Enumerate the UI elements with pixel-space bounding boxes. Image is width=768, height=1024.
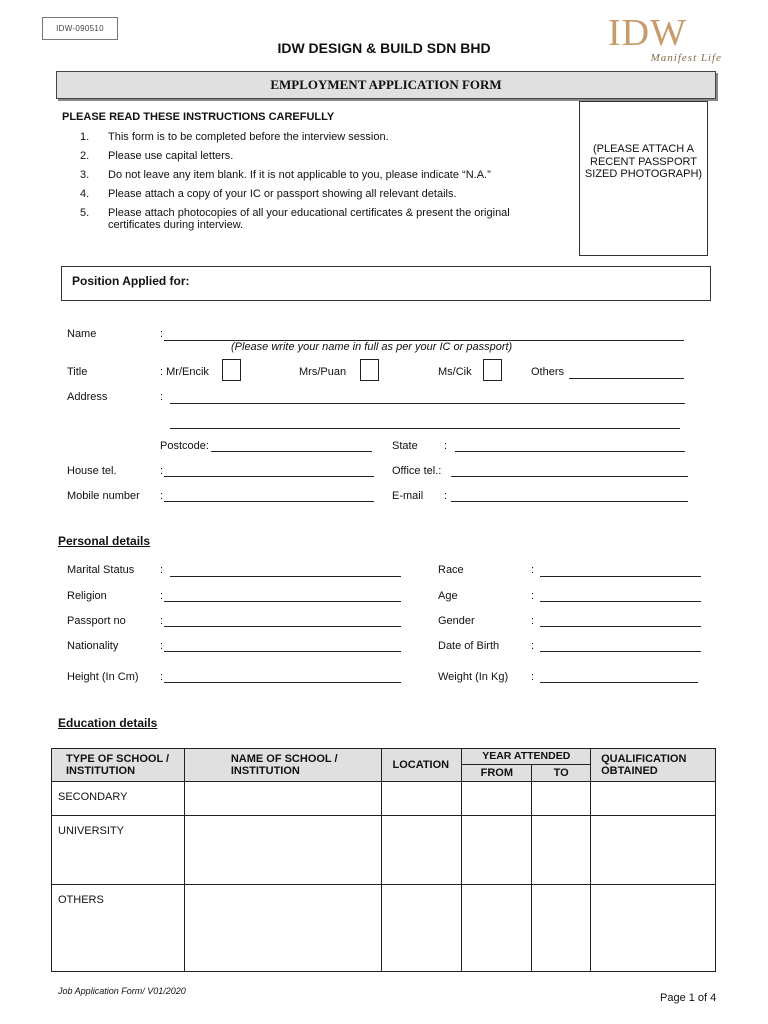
table-row: [52, 816, 716, 885]
marital-label: Marital Status: [67, 564, 135, 576]
document-code: IDW-090510: [42, 17, 118, 40]
colon: :: [160, 328, 164, 340]
name-label: Name: [67, 328, 97, 340]
state-field[interactable]: [455, 451, 685, 452]
colon: :: [160, 640, 164, 652]
race-field[interactable]: [540, 576, 701, 577]
religion-field[interactable]: [164, 601, 401, 602]
position-label: Position Applied for:: [72, 274, 190, 288]
colon: :: [160, 671, 164, 683]
col-to-header: TO: [532, 764, 591, 781]
title-ms-label: Ms/Cik: [438, 366, 472, 378]
height-label: Height (In Cm): [67, 671, 139, 683]
form-title: EMPLOYMENT APPLICATION FORM: [56, 71, 716, 99]
weight-field[interactable]: [540, 682, 698, 683]
colon: :: [444, 490, 448, 502]
row-type-secondary: SECONDARY: [52, 782, 185, 816]
col-qual-header: QUALIFICATION OBTAINED: [591, 749, 716, 782]
instruction-item: 1. This form is to be completed before the interview session.: [80, 131, 389, 143]
company-name: IDW DESIGN & BUILD SDN BHD: [277, 40, 491, 56]
colon: :: [531, 564, 535, 576]
postcode-field[interactable]: [211, 451, 372, 452]
instruction-item: 5. Please attach photocopies of all your educational certificates & present the original certificates during interview.: [80, 207, 510, 231]
table-cell[interactable]: [591, 885, 716, 972]
col-type-header: TYPE OF SCHOOL / INSTITUTION: [52, 749, 185, 782]
passport-field[interactable]: [164, 626, 401, 627]
weight-label: Weight (In Kg): [438, 671, 509, 683]
table-cell[interactable]: [184, 816, 382, 885]
age-label: Age: [438, 590, 458, 602]
photo-note: (PLEASE ATTACH A RECENT PASSPORT SIZED PHOTOGRAPH): [584, 143, 703, 180]
table-row: [52, 885, 716, 972]
col-from-header: FROM: [462, 764, 532, 781]
colon: :: [160, 465, 164, 477]
house-tel-field[interactable]: [164, 476, 374, 477]
dob-field[interactable]: [540, 651, 701, 652]
address-field-1[interactable]: [170, 403, 685, 404]
colon: :: [160, 615, 164, 627]
row-type-university: UNIVERSITY: [52, 816, 185, 885]
state-label: State: [392, 440, 418, 452]
gender-label: Gender: [438, 615, 475, 627]
office-tel-label: Office tel.:: [392, 465, 442, 477]
colon: :: [160, 564, 164, 576]
address-label: Address: [67, 391, 108, 403]
religion-label: Religion: [67, 590, 107, 602]
house-tel-label: House tel.: [67, 465, 117, 477]
colon: :: [531, 590, 535, 602]
instruction-item: 3. Do not leave any item blank. If it is not applicable to you, please indicate “N.A.”: [80, 169, 491, 181]
email-label: E-mail: [392, 490, 424, 502]
col-name-header: NAME OF SCHOOL / INSTITUTION: [184, 749, 382, 782]
table-cell[interactable]: [184, 782, 382, 816]
table-cell[interactable]: [382, 782, 462, 816]
table-row: [52, 782, 716, 816]
logo-text: IDW: [608, 12, 687, 54]
table-cell[interactable]: [382, 816, 462, 885]
instructions-list: [80, 131, 540, 238]
mobile-field[interactable]: [164, 501, 374, 502]
colon: :: [160, 391, 164, 403]
table-cell[interactable]: [532, 782, 591, 816]
table-cell[interactable]: [532, 885, 591, 972]
instruction-item: 2. Please use capital letters.: [80, 150, 234, 162]
colon: :: [531, 671, 535, 683]
title-others-field[interactable]: [569, 378, 684, 379]
colon: :: [160, 490, 164, 502]
page-number: Page 1 of 4: [660, 992, 717, 1004]
dob-label: Date of Birth: [438, 640, 500, 652]
height-field[interactable]: [164, 682, 401, 683]
nationality-field[interactable]: [164, 651, 401, 652]
gender-field[interactable]: [540, 626, 701, 627]
title-label: Title: [67, 366, 88, 378]
marital-field[interactable]: [170, 576, 401, 577]
nationality-label: Nationality: [67, 640, 119, 652]
name-hint: (Please write your name in full as per your IC or passport): [231, 341, 513, 353]
table-cell[interactable]: [382, 885, 462, 972]
address-field-2[interactable]: [170, 428, 680, 429]
colon: :: [444, 440, 448, 452]
colon: :: [531, 640, 535, 652]
title-mrs-label: Mrs/Puan: [299, 366, 347, 378]
mobile-label: Mobile number: [67, 490, 140, 502]
row-type-others: OTHERS: [52, 885, 185, 972]
title-mrs-checkbox[interactable]: [360, 359, 379, 381]
table-cell[interactable]: [462, 885, 532, 972]
education-table: [51, 748, 716, 972]
instructions-heading: PLEASE READ THESE INSTRUCTIONS CAREFULLY: [62, 111, 335, 123]
table-cell[interactable]: [591, 816, 716, 885]
col-year-header: YEAR ATTENDED: [462, 749, 591, 765]
colon: :: [160, 590, 164, 602]
postcode-label: Postcode:: [160, 440, 209, 452]
table-cell[interactable]: [184, 885, 382, 972]
title-mr-label: : Mr/Encik: [160, 366, 209, 378]
race-label: Race: [438, 564, 464, 576]
title-ms-checkbox[interactable]: [483, 359, 502, 381]
table-cell[interactable]: [462, 816, 532, 885]
education-details-heading: Education details: [58, 716, 158, 730]
age-field[interactable]: [540, 601, 701, 602]
logo-tagline: Manifest Life: [650, 52, 722, 64]
office-tel-field[interactable]: [451, 476, 688, 477]
photo-box[interactable]: [579, 101, 708, 256]
table-cell[interactable]: [591, 782, 716, 816]
title-others-label: Others: [531, 366, 565, 378]
position-field[interactable]: [61, 266, 711, 301]
company-logo: [608, 14, 722, 72]
personal-details-heading: Personal details: [58, 534, 151, 548]
title-mr-checkbox[interactable]: [222, 359, 241, 381]
table-cell[interactable]: [532, 816, 591, 885]
col-location-header: LOCATION: [382, 749, 462, 782]
instruction-item: 4. Please attach a copy of your IC or passport showing all relevant details.: [80, 188, 457, 200]
colon: :: [531, 615, 535, 627]
table-cell[interactable]: [462, 782, 532, 816]
form-version: Job Application Form/ V01/2020: [58, 986, 186, 996]
email-field[interactable]: [451, 501, 688, 502]
passport-label: Passport no: [67, 615, 126, 627]
